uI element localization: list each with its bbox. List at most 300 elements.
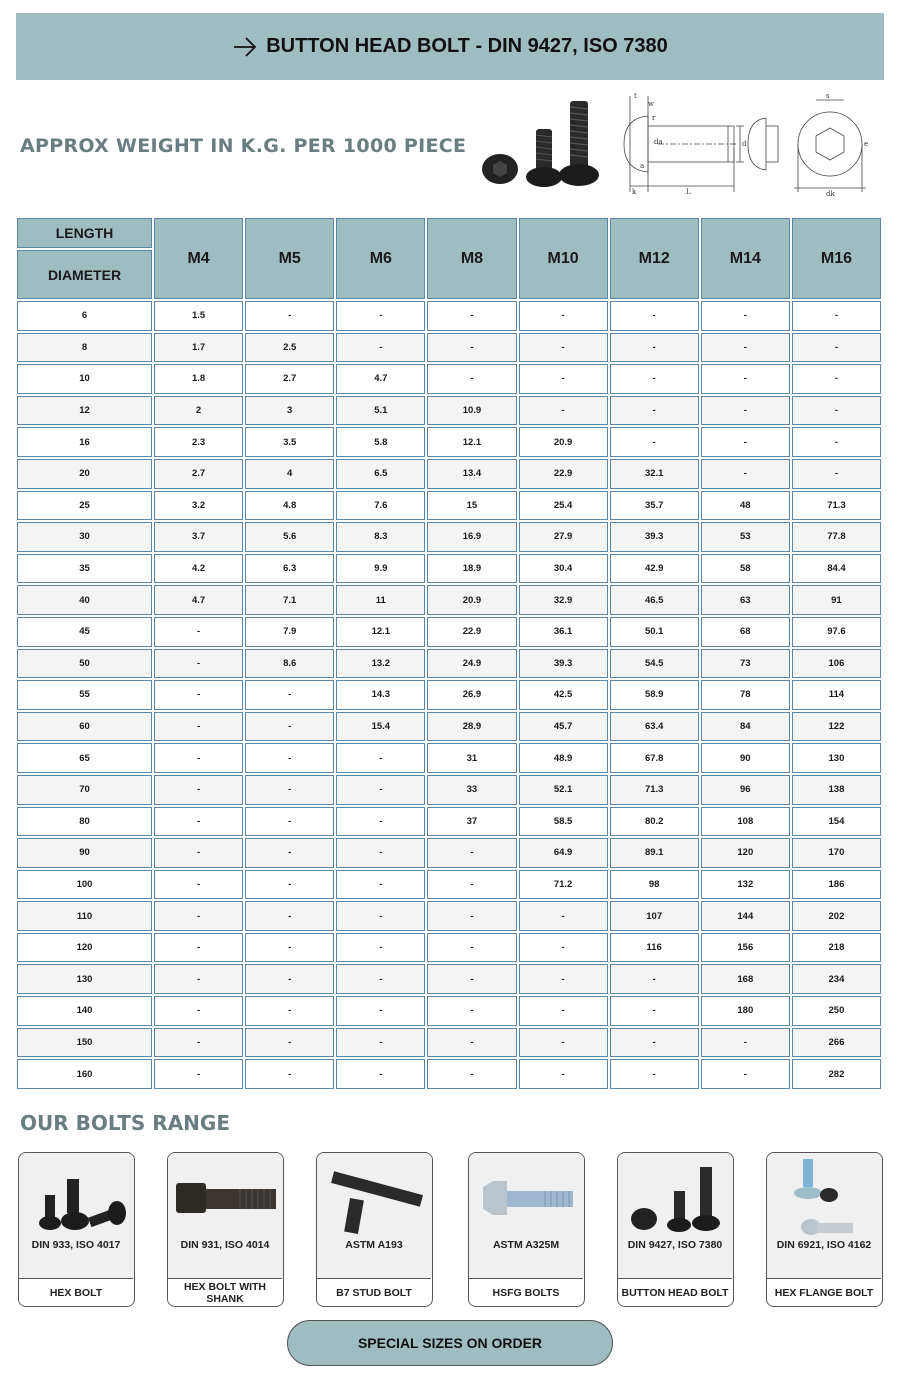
weight-cell: - [154, 964, 243, 994]
weight-cell: 31 [427, 743, 516, 773]
weight-cell: 9.9 [336, 554, 425, 584]
table-row [17, 680, 881, 710]
weight-cell: 8.3 [336, 522, 425, 552]
table-row [17, 649, 881, 679]
weight-cell: - [427, 870, 516, 900]
weight-cell: - [336, 1028, 425, 1058]
weight-cell: 156 [701, 933, 790, 963]
diagram-label-r: r [652, 114, 656, 122]
weight-cell: 63.4 [610, 712, 699, 742]
weight-cell: - [154, 870, 243, 900]
weight-cell: 37 [427, 807, 516, 837]
weight-cell: 7.1 [245, 585, 334, 615]
weight-cell: - [792, 427, 881, 457]
weight-cell: - [245, 838, 334, 868]
weight-cell: 10.9 [427, 396, 516, 426]
weight-cell: 68 [701, 617, 790, 647]
weight-cell: 84 [701, 712, 790, 742]
col-header: M16 [792, 218, 881, 299]
diagram-label-k: k [632, 188, 637, 196]
weight-cell: 154 [792, 807, 881, 837]
weight-cell: 22.9 [519, 459, 608, 489]
weight-cell: 5.8 [336, 427, 425, 457]
diagram-label-a: a [640, 162, 645, 170]
weight-cell: 2.5 [245, 333, 334, 363]
weight-cell: 3.7 [154, 522, 243, 552]
weight-cell: 58.5 [519, 807, 608, 837]
weight-cell: 20.9 [519, 427, 608, 457]
hex-bolt-icon [19, 1153, 135, 1278]
weight-cell: 12.1 [427, 427, 516, 457]
weight-cell: 234 [792, 964, 881, 994]
col-header: M6 [336, 218, 425, 299]
weight-cell: 4.7 [154, 585, 243, 615]
weight-cell: - [154, 649, 243, 679]
weight-cell: 33 [427, 775, 516, 805]
weight-cell: - [519, 901, 608, 931]
weight-cell: - [154, 1028, 243, 1058]
weight-cell: - [701, 396, 790, 426]
bolt-dimension-diagram [618, 88, 880, 200]
length-cell: 35 [17, 554, 152, 584]
weight-cell: 11 [336, 585, 425, 615]
weight-cell: - [245, 964, 334, 994]
weight-cell: - [427, 364, 516, 394]
product-standard: DIN 6921, ISO 4162 [776, 1239, 872, 1251]
length-cell: 70 [17, 775, 152, 805]
weight-cell: 20.9 [427, 585, 516, 615]
page-title: BUTTON HEAD BOLT - DIN 9427, ISO 7380 [266, 35, 668, 57]
length-cell: 10 [17, 364, 152, 394]
table-row [17, 585, 881, 615]
weight-cell: 122 [792, 712, 881, 742]
weight-cell: 2 [154, 396, 243, 426]
length-cell: 55 [17, 680, 152, 710]
weight-cell: - [245, 775, 334, 805]
table-row [17, 933, 881, 963]
weight-cell: 3.2 [154, 491, 243, 521]
length-cell: 100 [17, 870, 152, 900]
weight-cell: 39.3 [610, 522, 699, 552]
weight-cell: 96 [701, 775, 790, 805]
weight-cell: - [336, 333, 425, 363]
weight-cell: 4 [245, 459, 334, 489]
weight-cell: - [427, 964, 516, 994]
table-row [17, 775, 881, 805]
weight-cell: 27.9 [519, 522, 608, 552]
col-header: M5 [245, 218, 334, 299]
weight-cell: - [245, 870, 334, 900]
length-cell: 140 [17, 996, 152, 1026]
weight-cell: 6.5 [336, 459, 425, 489]
weight-cell: 2.7 [245, 364, 334, 394]
weight-cell: 120 [701, 838, 790, 868]
weight-cell: 6.3 [245, 554, 334, 584]
weight-cell: - [336, 933, 425, 963]
weight-cell: - [336, 870, 425, 900]
weight-cell: 7.9 [245, 617, 334, 647]
weight-cell: - [336, 743, 425, 773]
weight-cell: 130 [792, 743, 881, 773]
weight-cell: 138 [792, 775, 881, 805]
weight-cell: 71.2 [519, 870, 608, 900]
product-name: BUTTON HEAD BOLT [618, 1278, 732, 1307]
table-row [17, 870, 881, 900]
weight-table-container [17, 216, 883, 1091]
weight-cell: 42.5 [519, 680, 608, 710]
length-cell: 110 [17, 901, 152, 931]
weight-cell: 25.4 [519, 491, 608, 521]
product-standard: DIN 933, ISO 4017 [31, 1239, 121, 1251]
product-standard: ASTM A325M [492, 1239, 560, 1251]
diagram-label-e: e [864, 140, 869, 148]
table-row [17, 617, 881, 647]
weight-cell: - [427, 333, 516, 363]
col-header: M12 [610, 218, 699, 299]
weight-cell: 3.5 [245, 427, 334, 457]
corner-length-label: LENGTH [17, 218, 152, 248]
weight-cell: 218 [792, 933, 881, 963]
table-row [17, 396, 881, 426]
weight-cell: - [336, 901, 425, 931]
length-cell: 20 [17, 459, 152, 489]
table-row [17, 364, 881, 394]
weight-cell: 45.7 [519, 712, 608, 742]
weight-cell: 26.9 [427, 680, 516, 710]
weight-cell: 13.2 [336, 649, 425, 679]
weight-cell: 84.4 [792, 554, 881, 584]
weight-cell: 54.5 [610, 649, 699, 679]
weight-cell: 5.1 [336, 396, 425, 426]
weight-cell: 46.5 [610, 585, 699, 615]
length-cell: 12 [17, 396, 152, 426]
bolts-range-cards [0, 1152, 900, 1307]
button-head-bolt-icon [618, 1153, 734, 1278]
table-row [17, 301, 881, 331]
special-sizes-button[interactable]: SPECIAL SIZES ON ORDER [287, 1320, 613, 1366]
table-row [17, 996, 881, 1026]
weight-cell: - [610, 1059, 699, 1089]
weight-cell: - [610, 364, 699, 394]
weight-cell: - [245, 933, 334, 963]
weight-cell: - [336, 1059, 425, 1089]
weight-cell: 2.3 [154, 427, 243, 457]
table-row [17, 964, 881, 994]
weight-cell: 202 [792, 901, 881, 931]
table-row [17, 901, 881, 931]
weight-cell: 39.3 [519, 649, 608, 679]
weight-cell: - [792, 364, 881, 394]
weight-cell: - [154, 838, 243, 868]
weight-cell: 80.2 [610, 807, 699, 837]
weight-cell: - [519, 1028, 608, 1058]
weight-cell: 32.1 [610, 459, 699, 489]
weight-cell: - [245, 712, 334, 742]
col-header: M14 [701, 218, 790, 299]
weight-cell: 1.8 [154, 364, 243, 394]
weight-cell: 58.9 [610, 680, 699, 710]
weight-cell: 144 [701, 901, 790, 931]
weight-cell: - [519, 333, 608, 363]
length-cell: 160 [17, 1059, 152, 1089]
weight-cell: 52.1 [519, 775, 608, 805]
weight-cell: 32.9 [519, 585, 608, 615]
table-row [17, 712, 881, 742]
weight-cell: 7.6 [336, 491, 425, 521]
length-cell: 8 [17, 333, 152, 363]
weight-cell: 170 [792, 838, 881, 868]
weight-cell: - [245, 680, 334, 710]
weight-cell: - [245, 996, 334, 1026]
col-header: M4 [154, 218, 243, 299]
table-row [17, 459, 881, 489]
weight-cell: - [792, 301, 881, 331]
weight-cell: 16.9 [427, 522, 516, 552]
weight-cell: 50.1 [610, 617, 699, 647]
weight-cell: - [154, 996, 243, 1026]
product-name: B7 STUD BOLT [317, 1278, 431, 1307]
weight-cell: - [245, 901, 334, 931]
weight-cell: 4.8 [245, 491, 334, 521]
weight-cell: - [610, 301, 699, 331]
table-row [17, 838, 881, 868]
weight-cell: - [154, 1059, 243, 1089]
weight-cell: - [427, 838, 516, 868]
weight-cell: - [154, 712, 243, 742]
weight-cell: - [427, 1028, 516, 1058]
weight-cell: - [427, 1059, 516, 1089]
table-body [17, 301, 881, 1089]
weight-cell: - [154, 743, 243, 773]
weight-cell: 58 [701, 554, 790, 584]
product-name: HEX BOLT WITH SHANK [168, 1278, 282, 1307]
diagram-label-da: da [654, 138, 663, 146]
product-card-stud-bolt[interactable] [316, 1152, 433, 1307]
weight-cell: 180 [701, 996, 790, 1026]
weight-cell: 250 [792, 996, 881, 1026]
weight-cell: 22.9 [427, 617, 516, 647]
weight-cell: - [336, 996, 425, 1026]
weight-cell: - [427, 901, 516, 931]
weight-cell: 28.9 [427, 712, 516, 742]
weight-cell: - [519, 301, 608, 331]
weight-cell: 42.9 [610, 554, 699, 584]
weight-cell: - [519, 996, 608, 1026]
diagram-label-s: s [826, 92, 830, 100]
weight-cell: - [245, 807, 334, 837]
table-row [17, 807, 881, 837]
weight-cell: - [154, 617, 243, 647]
weight-cell: 89.1 [610, 838, 699, 868]
weight-cell: 282 [792, 1059, 881, 1089]
weight-cell: - [701, 1059, 790, 1089]
hex-bolt-shank-icon [168, 1153, 284, 1278]
weight-cell: - [336, 838, 425, 868]
page-title-bar [16, 13, 884, 80]
weight-cell: - [701, 1028, 790, 1058]
weight-cell: - [701, 333, 790, 363]
weight-cell: 12.1 [336, 617, 425, 647]
weight-cell: - [154, 807, 243, 837]
diagram-label-dk: dk [826, 190, 835, 198]
weight-cell: 67.8 [610, 743, 699, 773]
product-standard: ASTM A193 [345, 1239, 403, 1251]
weight-cell: 24.9 [427, 649, 516, 679]
weight-cell: - [245, 743, 334, 773]
weight-cell: - [519, 964, 608, 994]
weight-cell: 18.9 [427, 554, 516, 584]
length-cell: 150 [17, 1028, 152, 1058]
weight-cell: 107 [610, 901, 699, 931]
weight-cell: 108 [701, 807, 790, 837]
weight-cell: 36.1 [519, 617, 608, 647]
weight-cell: 30.4 [519, 554, 608, 584]
table-row [17, 1059, 881, 1089]
diagram-label-d: d [742, 140, 747, 148]
weight-cell: - [701, 364, 790, 394]
table-row [17, 491, 881, 521]
weight-cell: - [610, 333, 699, 363]
weight-cell: 5.6 [245, 522, 334, 552]
length-cell: 40 [17, 585, 152, 615]
weight-cell: - [245, 1059, 334, 1089]
product-card-hex-bolt[interactable] [18, 1152, 135, 1307]
length-cell: 130 [17, 964, 152, 994]
weight-cell: - [792, 459, 881, 489]
weight-subtitle: APPROX WEIGHT IN K.G. PER 1000 PIECE [20, 135, 467, 157]
weight-cell: 15 [427, 491, 516, 521]
table-row [17, 427, 881, 457]
weight-cell: 168 [701, 964, 790, 994]
weight-cell: 63 [701, 585, 790, 615]
weight-cell: 132 [701, 870, 790, 900]
length-cell: 25 [17, 491, 152, 521]
length-cell: 90 [17, 838, 152, 868]
weight-cell: - [427, 996, 516, 1026]
weight-cell: - [519, 1059, 608, 1089]
weight-cell: - [245, 301, 334, 331]
product-standard: DIN 9427, ISO 7380 [627, 1239, 723, 1251]
diagram-label-w: w [648, 100, 654, 108]
weight-cell: - [792, 396, 881, 426]
table-row [17, 522, 881, 552]
length-cell: 16 [17, 427, 152, 457]
product-card-hex-flange-bolt[interactable] [766, 1152, 883, 1307]
weight-cell: 1.5 [154, 301, 243, 331]
weight-cell: - [792, 333, 881, 363]
weight-cell: 91 [792, 585, 881, 615]
weight-cell: 1.7 [154, 333, 243, 363]
weight-table [15, 216, 883, 1091]
bolts-range-title: OUR BOLTS RANGE [20, 1111, 230, 1135]
weight-cell: 13.4 [427, 459, 516, 489]
weight-cell: - [610, 427, 699, 457]
weight-cell: - [610, 996, 699, 1026]
table-row [17, 333, 881, 363]
weight-cell: - [336, 964, 425, 994]
weight-cell: - [427, 933, 516, 963]
weight-cell: - [154, 933, 243, 963]
weight-cell: - [154, 775, 243, 805]
diagram-label-L: L [686, 188, 691, 196]
weight-cell: - [519, 396, 608, 426]
weight-cell: - [336, 301, 425, 331]
weight-cell: 97.6 [792, 617, 881, 647]
hex-flange-bolt-icon [767, 1153, 883, 1278]
weight-cell: 73 [701, 649, 790, 679]
length-cell: 45 [17, 617, 152, 647]
weight-cell: 35.7 [610, 491, 699, 521]
weight-cell: - [519, 933, 608, 963]
product-card-button-head-bolt[interactable] [617, 1152, 734, 1307]
corner-diameter-label: DIAMETER [17, 250, 152, 299]
table-row [17, 1028, 881, 1058]
weight-cell: 90 [701, 743, 790, 773]
product-standard: DIN 931, ISO 4014 [180, 1239, 270, 1251]
length-cell: 65 [17, 743, 152, 773]
weight-cell: 4.7 [336, 364, 425, 394]
weight-cell: - [154, 680, 243, 710]
weight-cell: 3 [245, 396, 334, 426]
weight-cell: 71.3 [610, 775, 699, 805]
weight-cell: 48.9 [519, 743, 608, 773]
weight-cell: - [154, 901, 243, 931]
weight-cell: 15.4 [336, 712, 425, 742]
table-row [17, 554, 881, 584]
weight-cell: - [336, 775, 425, 805]
product-name: HSFG BOLTS [469, 1278, 583, 1307]
weight-cell: 4.2 [154, 554, 243, 584]
product-name: HEX FLANGE BOLT [767, 1278, 881, 1307]
length-cell: 120 [17, 933, 152, 963]
weight-cell: 77.8 [792, 522, 881, 552]
weight-cell: 14.3 [336, 680, 425, 710]
weight-cell: - [519, 364, 608, 394]
product-card-hex-bolt-shank[interactable] [167, 1152, 284, 1307]
button-head-bolts-image [478, 95, 613, 195]
table-row [17, 743, 881, 773]
length-cell: 6 [17, 301, 152, 331]
arrow-right-icon [232, 36, 258, 58]
weight-cell: - [701, 459, 790, 489]
col-header: M10 [519, 218, 608, 299]
weight-cell: 98 [610, 870, 699, 900]
weight-cell: 64.9 [519, 838, 608, 868]
col-header: M8 [427, 218, 516, 299]
weight-cell: 186 [792, 870, 881, 900]
weight-cell: - [610, 396, 699, 426]
product-card-hsfg-bolt[interactable] [468, 1152, 585, 1307]
weight-cell: - [245, 1028, 334, 1058]
weight-cell: 106 [792, 649, 881, 679]
weight-cell: 8.6 [245, 649, 334, 679]
length-cell: 60 [17, 712, 152, 742]
weight-cell: - [701, 427, 790, 457]
product-name: HEX BOLT [19, 1278, 133, 1307]
weight-cell: 53 [701, 522, 790, 552]
weight-cell: - [610, 964, 699, 994]
weight-cell: 266 [792, 1028, 881, 1058]
hsfg-bolt-icon [469, 1153, 585, 1278]
length-cell: 50 [17, 649, 152, 679]
diagram-label-t: t [634, 92, 637, 100]
weight-cell: 71.3 [792, 491, 881, 521]
length-cell: 80 [17, 807, 152, 837]
weight-cell: - [610, 1028, 699, 1058]
weight-cell: 114 [792, 680, 881, 710]
weight-cell: 78 [701, 680, 790, 710]
weight-cell: - [701, 301, 790, 331]
